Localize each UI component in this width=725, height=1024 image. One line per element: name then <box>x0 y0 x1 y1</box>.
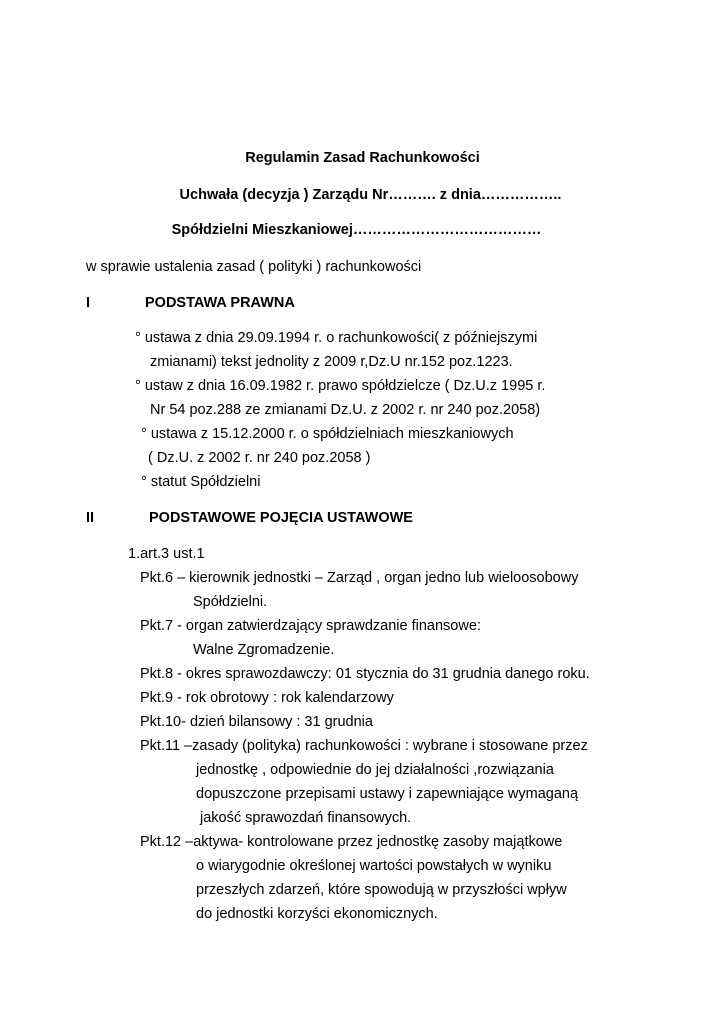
section-1-title: PODSTAWA PRAWNA <box>145 295 295 311</box>
legal-basis-line: ° ustawa z dnia 29.09.1994 r. o rachunkowości( z późniejszymi <box>135 330 538 346</box>
definition-line: Pkt.10- dzień bilansowy : 31 grudnia <box>140 714 373 730</box>
section-2-number: II <box>86 510 95 526</box>
definition-line: Walne Zgromadzenie. <box>193 642 335 658</box>
legal-basis-line: Nr 54 poz.288 ze zmianami Dz.U. z 2002 r. nr 240 poz.2058) <box>150 402 541 418</box>
definition-line: jednostkę , odpowiednie do jej działalności ,rozwiązania <box>196 762 554 778</box>
definition-line: przeszłych zdarzeń, które spowodują w przyszłości wpływ <box>196 882 567 898</box>
definition-line: o wiarygodnie określonej wartości powstałych w wyniku <box>196 858 552 874</box>
resolution-line: Uchwała (decyzja ) Zarządu Nr………. z dnia…………….. <box>179 187 562 203</box>
subject-line: w sprawie ustalenia zasad ( polityki ) rachunkowości <box>86 259 422 275</box>
definition-line: Pkt.11 –zasady (polityka) rachunkowości : wybrane i stosowane przez <box>140 738 588 754</box>
definition-line: do jednostki korzyści ekonomicznych. <box>196 906 438 922</box>
definition-line: Spółdzielni. <box>193 594 268 610</box>
legal-basis-line: ° ustawa z 15.12.2000 r. o spółdzielniach mieszkaniowych <box>141 426 514 442</box>
definition-line: Pkt.6 – kierownik jednostki – Zarząd , organ jedno lub wieloosobowy <box>140 570 579 586</box>
definition-line: Pkt.9 - rok obrotowy : rok kalendarzowy <box>140 690 394 706</box>
definition-line: Pkt.12 –aktywa- kontrolowane przez jednostkę zasoby majątkowe <box>140 834 563 850</box>
legal-basis-line: zmianami) tekst jednolity z 2009 r,Dz.U nr.152 poz.1223. <box>150 354 513 370</box>
legal-basis-line: ( Dz.U. z 2002 r. nr 240 poz.2058 ) <box>148 450 371 466</box>
definition-line: Pkt.7 - organ zatwierdzający sprawdzanie finansowe: <box>140 618 481 634</box>
definition-line: jakość sprawozdań finansowych. <box>200 810 412 826</box>
legal-basis-line: ° statut Spółdzielni <box>141 474 261 490</box>
section-1-number: I <box>86 295 91 311</box>
definition-line: dopuszczone przepisami ustawy i zapewniające wymaganą <box>196 786 579 802</box>
document-title: Regulamin Zasad Rachunkowości <box>245 150 480 166</box>
definition-line: Pkt.8 - okres sprawozdawczy: 01 stycznia do 31 grudnia danego roku. <box>140 666 590 682</box>
legal-basis-line: ° ustaw z dnia 16.09.1982 r. prawo spółdzielcze ( Dz.U.z 1995 r. <box>135 378 546 394</box>
article-reference: 1.art.3 ust.1 <box>128 546 205 562</box>
cooperative-line: Spółdzielni Mieszkaniowej………………………………… <box>171 222 542 238</box>
section-2-title: PODSTAWOWE POJĘCIA USTAWOWE <box>149 510 413 526</box>
